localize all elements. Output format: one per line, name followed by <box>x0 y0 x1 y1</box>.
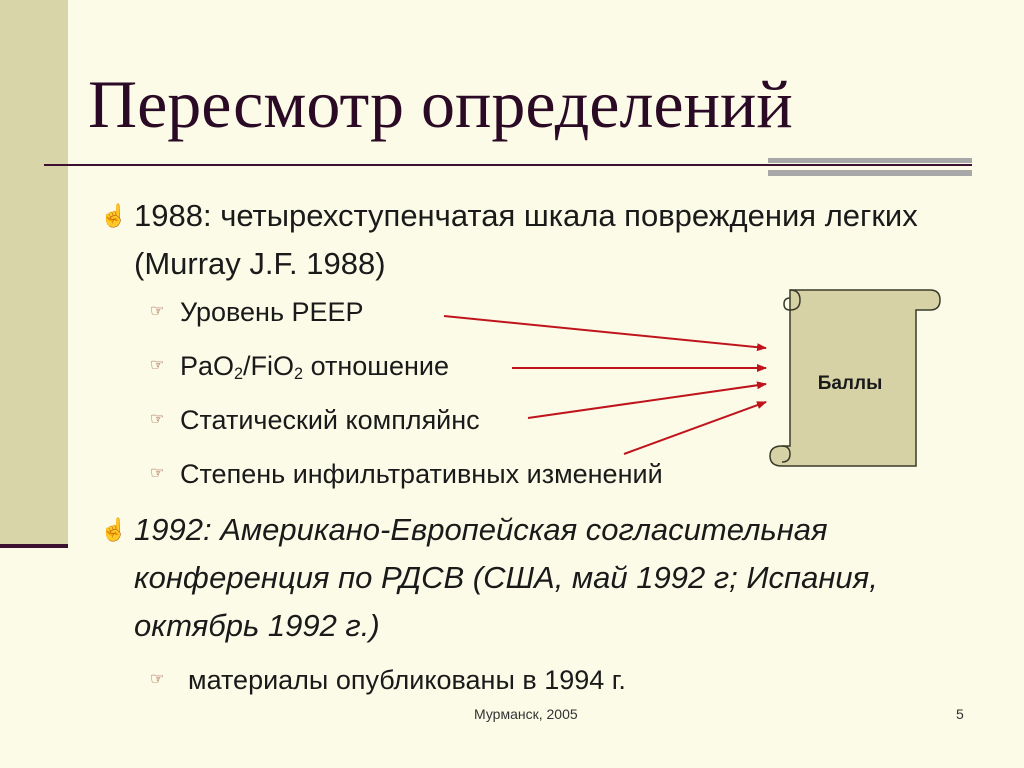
fio2-text: /FiO <box>243 351 295 381</box>
bullet-1988-line1: 1988: четырехступенчатая шкала повреждения легких <box>134 198 918 233</box>
pointing-hand-icon: ☝ <box>100 203 128 228</box>
pointing-finger-icon: ☞ <box>150 671 165 688</box>
arrow-compliance <box>528 384 766 418</box>
page-number: 5 <box>956 706 964 722</box>
title-accent-bar <box>768 170 972 176</box>
subbullet-label: Статический компляйнс <box>180 405 480 435</box>
pao2-subscript: 2 <box>234 365 244 384</box>
arrow-peep <box>444 316 766 348</box>
arrow-infiltration <box>624 402 766 454</box>
bullet-1992-line1: 1992: Американо-Европейская согласительная <box>134 512 828 547</box>
subbullet-peep <box>150 294 364 330</box>
title-accent-bar <box>768 158 972 163</box>
subbullet-compliance <box>150 402 480 438</box>
slide-title: Пересмотр определений <box>88 66 793 142</box>
bullet-1988 <box>100 192 918 288</box>
bullet-1988-line2: (Murray J.F. 1988) <box>134 246 386 281</box>
scroll-shape <box>760 284 946 474</box>
bullet-1992-line2: конференция по РДСВ (США, май 1992 г; Испания, <box>134 560 878 595</box>
subbullet-label: Уровень PEEP <box>180 297 364 327</box>
bullet-1992 <box>100 506 878 650</box>
subbullet-label: Степень инфильтративных изменений <box>180 459 663 489</box>
title-underline <box>44 164 972 166</box>
subbullet-label: материалы опубликованы в 1994 г. <box>188 665 626 695</box>
sidebar-divider <box>0 544 68 548</box>
pointing-finger-icon: ☞ <box>150 357 165 374</box>
pointing-finger-icon: ☞ <box>150 303 165 320</box>
fio2-subscript: 2 <box>294 365 304 384</box>
footer-location: Мурманск, 2005 <box>474 706 578 722</box>
pointing-hand-icon: ☝ <box>100 517 128 542</box>
scroll-label: Баллы <box>817 373 883 394</box>
pointing-finger-icon: ☞ <box>150 465 165 482</box>
sidebar-band <box>0 0 68 546</box>
subbullet-infiltration <box>150 456 663 492</box>
pao2-text: PaO <box>180 351 235 381</box>
ratio-text: отношение <box>303 351 449 381</box>
bullet-1992-line3: октябрь 1992 г.) <box>134 608 380 643</box>
subbullet-pao2-fio2 <box>150 348 449 392</box>
pointing-finger-icon: ☞ <box>150 411 165 428</box>
subbullet-published <box>150 662 626 698</box>
